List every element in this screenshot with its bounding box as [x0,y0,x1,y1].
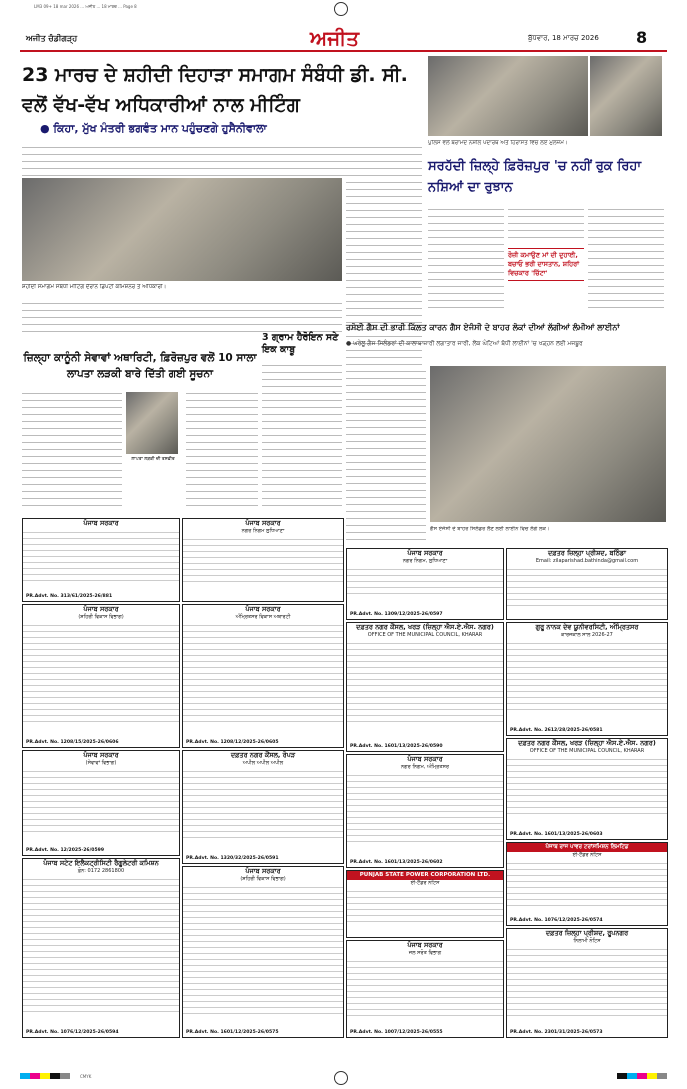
ad-18-body [507,945,667,1019]
ad-13-pr: PR.Advt. No. 1076/12/2025-26/0594 [26,1030,119,1035]
ad-3 [346,548,504,620]
ad-15-sub: ਈ-ਟੈਂਡਰ ਨੋਟਿਸ [572,852,602,858]
color-bar-left [20,1073,70,1079]
ad-11-body [347,771,503,845]
ad-16-pr: PR.Advt. No. 1007/12/2025-26/0555 [350,1030,443,1035]
ad-13-sub: ਫ਼ੋਨ: 0172 2861800 [77,868,125,874]
ad-6-body [183,621,343,725]
lead-text-lower [22,298,342,334]
ad-8-title: ਗੁਰੂ ਨਾਨਕ ਦੇਵ ਯੂਨੀਵਰਸਿਟੀ, ਅੰਮ੍ਰਿਤਸਰ [535,623,639,631]
missing-headline: ਜ਼ਿਲ੍ਹਾ ਕਾਨੂੰਨੀ ਸੇਵਾਵਾਂ ਅਥਾਰਿਟੀ, ਫ਼ਿਰੋਜ਼ਪੁਰ ਵਲੋਂ 10 ਸਾਲਾ ਲਾਪਤਾ ਲੜਕੀ ਬਾਰੇ ਦਿੱਤੀ ਗਈ ਸੂਚਨਾ [23,352,257,380]
ad-19-pr: PR.Advt. No. 1601/12/2025-26/0575 [186,1030,279,1035]
ad-12 [506,738,668,840]
ad-10 [182,750,344,864]
gas-headline: ਰਸੋਈ ਗੈਸ ਦੀ ਭਾਰੀ ਕਿੱਲਤ ਕਾਰਨ ਗੈਸ ਏਜੰਸੀ ਦੇ ਬਾਹਰ ਲੋਕਾਂ ਦੀਆਂ ਲੱਗੀਆਂ ਲੰਮੀਆਂ ਲਾਈਨਾਂ [346,323,620,332]
issue-date: ਬੁੱਧਵਾਰ, 18 ਮਾਰਚ 2026 [528,34,599,42]
ad-15-title: ਪੰਜਾਬ ਰਾਜ ਪਾਵਰ ਟਰਾਂਸਮਿਸ਼ਨ ਲਿਮਟਿਡ [507,843,667,852]
drug-text-a [428,204,504,314]
ad-10-title: ਦਫ਼ਤਰ ਨਗਰ ਕੌਂਸਲ, ਰੋਪੜ [230,751,296,759]
ad-6-title: ਪੰਜਾਬ ਸਰਕਾਰ [245,605,281,613]
lead-photo [22,178,342,281]
ad-13-title: ਪੰਜਾਬ ਸਟੇਟ ਇਲੈਕਟ੍ਰੀਸਿਟੀ ਰੈਗੂਲੇਟਰੀ ਕਮਿਸ਼ਨ [43,859,159,867]
ad-6-pr: PR.Advt. No. 1208/12/2025-26/0605 [186,740,279,745]
ad-16-sub: ਜਲ ਸਰੋਤ ਵਿਭਾਗ [408,950,442,956]
gas-photo-caption: ਗੈਸ ਏਜੰਸੀ ਦੇ ਬਾਹਰ ਸਿਲੰਡਰ ਲੈਣ ਲਈ ਲਾਈਨ ਵਿਚ ਲੱਗੇ ਲੋਕ। [430,526,550,532]
ad-14-body [347,887,503,925]
ad-1 [22,518,180,602]
ad-14-sub: ਈ-ਟੈਂਡਰ ਨੋਟਿਸ [410,880,440,886]
gas-photo [430,366,666,522]
ad-1-pr: PR.Advt. No. 313/61/2025-26/881 [26,594,113,599]
drug-headline: ਸਰਹੱਦੀ ਜ਼ਿਲ੍ਹੇ ਫ਼ਿਰੋਜ਼ਪੁਰ 'ਚ ਨਹੀਂ ਰੁਕ ਰਿਹਾ ਨਸ਼ਿਆਂ ਦਾ ਰੁਝਾਨ [428,159,642,195]
ad-5 [22,604,180,748]
registration-mark-bottom [334,1071,348,1085]
ad-5-body [23,621,179,725]
ad-5-sub: (ਸ਼ਹਿਰੀ ਵਿਕਾਸ ਵਿਭਾਗ) [78,614,124,620]
ad-7-sub: OFFICE OF THE MUNICIPAL COUNCIL, KHARAR [367,632,483,638]
ad-14 [346,870,504,938]
ad-9 [22,750,180,856]
ad-16-body [347,957,503,1019]
ad-3-title: ਪੰਜਾਬ ਸਰਕਾਰ [407,549,443,557]
drug-pull-quote: ਰੋਜ਼ੀ ਕਮਾਉਣ ਮਾਂ ਦੀ ਦੁਹਾਈ, ਬਚਾਓ ਭਰੀ ਦਾਸਤਾਨ, ਸ਼ਹਿਰਾਂ ਵਿਚਕਾਰ 'ਚਿੱਟਾ' [508,248,584,281]
edition-label: ਅਜੀਤ ਚੰਡੀਗੜ੍ਹ [26,34,78,43]
ad-8-body [507,639,667,713]
heroin-text [262,360,342,510]
ad-3-sub: ਨਗਰ ਨਿਗਮ, ਲੁਧਿਆਣਾ [402,558,448,564]
ad-18-sub: ਨਿਲਾਮੀ ਨੋਟਿਸ [573,938,601,944]
ad-10-body [183,767,343,843]
drug-text-b [508,204,584,244]
ad-16-title: ਪੰਜਾਬ ਸਰਕਾਰ [407,941,443,949]
ad-11 [346,754,504,868]
ad-12-title: ਦਫ਼ਤਰ ਨਗਰ ਕੌਂਸਲ, ਖਰੜ (ਜ਼ਿਲ੍ਹਾ ਐਸ.ਏ.ਐਸ. ਨਗਰ) [518,739,656,747]
ad-2 [182,518,344,602]
ad-12-sub: OFFICE OF THE MUNICIPAL COUNCIL, KHARAR [529,748,645,754]
ad-18-pr: PR.Advt. No. 2301/31/2025-26/0573 [510,1030,603,1035]
ad-13 [22,858,180,1038]
ad-9-sub: (ਸੇਵਾਵਾਂ ਵਿਭਾਗ) [85,760,117,766]
ad-14-title: PUNJAB STATE POWER CORPORATION LTD. [347,871,503,880]
ad-8-sub: ਕਾਰਜਕਾਲ ਸਾਲ 2026-27 [561,632,613,638]
ad-10-pr: PR.Advt. No. 1320/32/2025-26/0591 [186,856,279,861]
ad-3-body [347,565,503,599]
missing-text [22,388,122,510]
ad-4-body [507,565,667,609]
ad-10-sub: ਅਪੀਲ ਅਪੀਲ ਅਪੀਲ [242,760,284,766]
ad-2-sub: ਨਗਰ ਨਿਗਮ ਲੁਧਿਆਣਾ [241,528,285,534]
gas-subhead: ● ਘਰੇਲੂ ਗੈਸ ਸਿਲੰਡਰਾਂ ਦੀ ਕਾਲਾਬਾਜ਼ਾਰੀ ਲਗਾਤਾਰ ਜਾਰੀ, ਲੋਕ ਘੰਟਿਆਂ ਬੱਧੀ ਲਾਈਨਾਂ 'ਚ ਖੜ੍ਹਨ ਲਈ ਮਜਬੂਰ [346,340,583,347]
ad-8 [506,622,668,736]
ad-2-title: ਪੰਜਾਬ ਸਰਕਾਰ [245,519,281,527]
ad-18-title: ਦਫ਼ਤਰ ਜ਼ਿਲ੍ਹਾ ਪ੍ਰੀਸ਼ਦ, ਰੂਪਨਗਰ [545,929,629,937]
ad-4 [506,548,668,620]
lead-subhead: ● ਕਿਹਾ, ਮੁੱਖ ਮੰਤਰੀ ਭਗਵੰਤ ਮਾਨ ਪਹੁੰਚਣਗੇ ਹੁਸੈਨੀਵਾਲਾ [40,122,267,135]
ad-5-title: ਪੰਜਾਬ ਸਰਕਾਰ [83,605,119,613]
ad-3-pr: PR.Advt. No. 1309/12/2025-26/0597 [350,612,443,617]
missing-text-2 [186,388,258,510]
ad-15-pr: PR.Advt. No. 1076/12/2025-26/0574 [510,918,603,923]
ad-15 [506,842,668,926]
page-number: 8 [636,28,648,47]
drug-photo-right [590,56,662,136]
ad-4-sub: Email: zilaparishad.bathinda@gmail.com [535,558,639,564]
ad-19-body [183,883,343,1015]
lead-headline: 23 ਮਾਰਚ ਦੇ ਸ਼ਹੀਦੀ ਦਿਹਾੜਾ ਸਮਾਗਮ ਸੰਬੰਧੀ ਡੀ. ਸੀ. ਵਲੋਂ ਵੱਖ-ਵੱਖ ਅਧਿਕਾਰੀਆਂ ਨਾਲ ਮੀਟਿੰਗ [22,64,408,116]
drug-photo-left [428,56,588,136]
ad-15-body [507,859,667,907]
missing-girl-photo [126,392,178,454]
ad-1-title: ਪੰਜਾਬ ਸਰਕਾਰ [83,519,119,527]
ad-11-title: ਪੰਜਾਬ ਸਰਕਾਰ [407,755,443,763]
ad-19 [182,866,344,1038]
ad-7-body [347,639,503,723]
gas-text [346,366,426,540]
ad-9-title: ਪੰਜਾਬ ਸਰਕਾਰ [83,751,119,759]
drug-photo-caption: ਪੁਲਿਸ ਵਲੋਂ ਬਰਾਮਦ ਨਸ਼ੀਲੇ ਪਦਾਰਥ ਅਤੇ ਹਿਰਾਸਤ ਵਿਚ ਲਏ ਮੁਲਜ਼ਮ। [428,140,568,146]
ad-19-sub: (ਸ਼ਹਿਰੀ ਵਿਕਾਸ ਵਿਭਾਗ) [240,876,286,882]
heroin-headline: 3 ਗ੍ਰਾਮ ਹੈਰੋਇਨ ਸਣੇ ਇਕ ਕਾਬੂ [262,332,339,355]
masthead-rule [20,50,667,52]
ad-19-title: ਪੰਜਾਬ ਸਰਕਾਰ [245,867,281,875]
ad-11-pr: PR.Advt. No. 1601/13/2025-26/0602 [350,860,443,865]
ad-6-sub: ਅੰਮ੍ਰਿਤਸਰ ਵਿਕਾਸ ਅਥਾਰਟੀ [235,614,291,620]
ad-13-body [23,875,179,1015]
ad-8-pr: PR.Advt. No. 2612/28/2025-26/0581 [510,728,603,733]
registration-mark-top [334,2,348,16]
ad-12-pr: PR.Advt. No. 1601/13/2025-26/0603 [510,832,603,837]
ad-18 [506,928,668,1038]
masthead-logo: ਅਜੀਤ [310,26,360,50]
print-slug-bottom: CMYK [80,1074,92,1079]
color-bar-right [617,1073,667,1079]
missing-photo-caption: ਲਾਪਤਾ ਲੜਕੀ ਦੀ ਤਸਵੀਰ [131,457,175,462]
ad-7-title: ਦਫ਼ਤਰ ਨਗਰ ਕੌਂਸਲ, ਖਰੜ (ਜ਼ਿਲ੍ਹਾ ਐਸ.ਏ.ਐਸ. ਨਗਰ) [356,623,494,631]
lead-photo-caption: ਸ਼ਹੀਦੀ ਸਮਾਗਮ ਸਬੰਧੀ ਮੀਟਿੰਗ ਦੌਰਾਨ ਡਿਪਟੀ ਕਮਿਸ਼ਨਰ ਤੇ ਅਧਿਕਾਰੀ। [22,284,167,290]
ad-7 [346,622,504,752]
ad-7-pr: PR.Advt. No. 1601/13/2025-26/0590 [350,744,443,749]
ad-16 [346,940,504,1038]
print-slug-top: LM3 09+ 18 mar 2026 ... ਅਜੀਤ ... 18 ਮਾਰਚ ... Page 8 [34,4,137,9]
ad-9-pr: PR.Advt. No. 12/2025-26/0599 [26,848,105,853]
ad-17 [182,1040,183,1041]
ad-6 [182,604,344,748]
ad-9-body [23,767,179,835]
ad-11-sub: ਨਗਰ ਨਿਗਮ, ਅੰਮ੍ਰਿਤਸਰ [401,764,449,770]
ad-2-body [183,535,343,587]
ad-1-body [23,528,179,582]
ad-5-pr: PR.Advt. No. 1208/15/2025-26/0606 [26,740,119,745]
drug-text-c [588,204,664,314]
ad-12-body [507,755,667,815]
ad-4-title: ਦਫ਼ਤਰ ਜ਼ਿਲ੍ਹਾ ਪ੍ਰੀਸ਼ਦ, ਬਠਿੰਡਾ [548,549,626,557]
